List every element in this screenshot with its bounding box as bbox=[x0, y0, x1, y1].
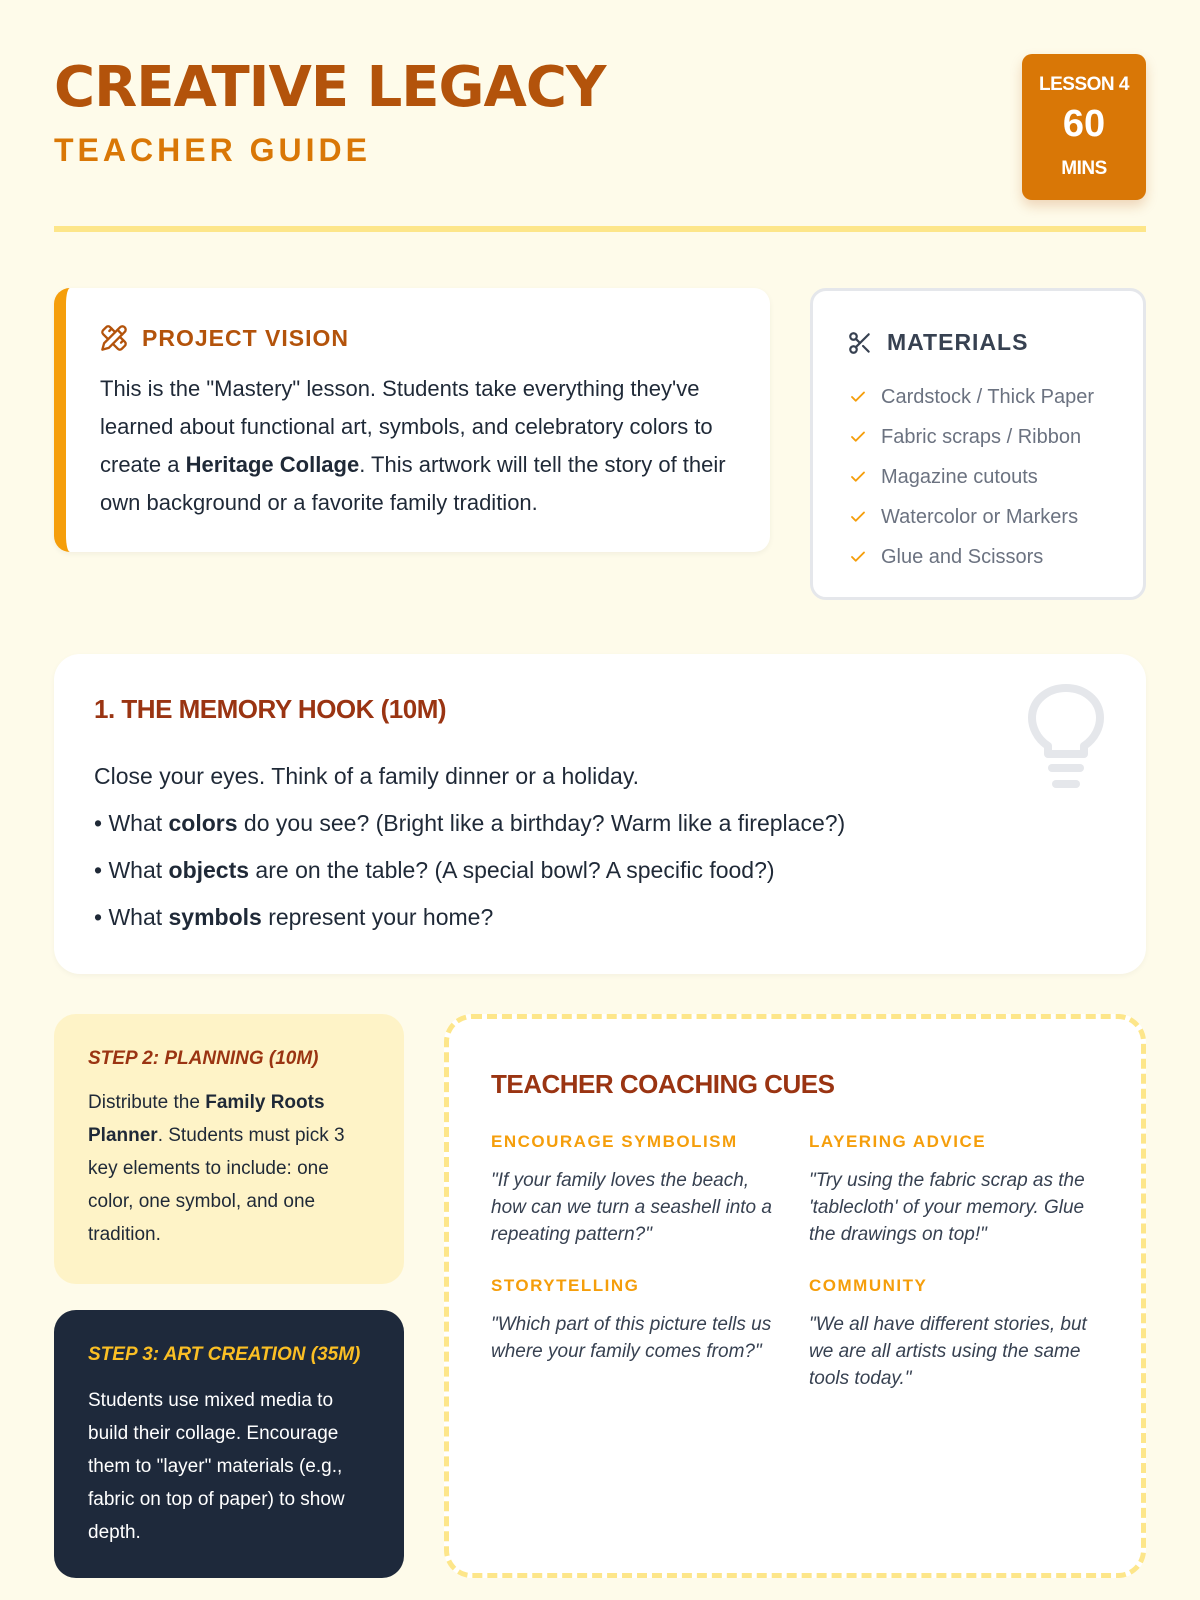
cue-quote: "Which part of this picture tells us where your family comes from?" bbox=[491, 1314, 772, 1362]
vision-text-part: . This artwork will tell the story of their own background or a favorite family tradition. bbox=[100, 452, 726, 515]
coaching-cues-card bbox=[444, 1014, 1146, 1578]
duration-value: 60 bbox=[1062, 103, 1106, 145]
materials-header bbox=[847, 329, 1028, 356]
material-label: Magazine cutouts bbox=[881, 465, 1038, 488]
project-vision-title: PROJECT VISION bbox=[142, 324, 349, 351]
list-item bbox=[849, 457, 1094, 497]
duration-unit: MINS bbox=[1061, 158, 1107, 179]
prompt-text: • What bbox=[94, 810, 169, 836]
memory-hook-intro: Close your eyes. Think of a family dinner or a holiday. bbox=[94, 763, 640, 789]
list-item bbox=[94, 897, 845, 944]
prompt-text: • What bbox=[94, 857, 169, 883]
list-item bbox=[849, 417, 1094, 457]
cue-heading: LAYERING ADVICE bbox=[809, 1132, 987, 1151]
lesson-badge bbox=[1022, 54, 1146, 200]
list-item bbox=[94, 803, 845, 850]
coaching-cue bbox=[809, 1131, 1099, 1248]
material-label: Glue and Scissors bbox=[881, 545, 1044, 568]
step-planning-text bbox=[88, 1086, 378, 1251]
coaching-cue bbox=[491, 1275, 781, 1365]
project-vision-text bbox=[100, 370, 740, 522]
material-label: Cardstock / Thick Paper bbox=[881, 385, 1095, 408]
coaching-cue bbox=[491, 1131, 781, 1248]
pencil-ruler-icon bbox=[100, 324, 128, 352]
materials-title: MATERIALS bbox=[887, 329, 1029, 355]
material-label: Watercolor or Markers bbox=[881, 505, 1079, 528]
project-vision-card bbox=[54, 288, 770, 552]
cue-quote: "If your family loves the beach, how can we turn a seashell into a repeating pattern?" bbox=[491, 1170, 772, 1245]
cue-quote: "We all have different stories, but we are all artists using the same tools today." bbox=[809, 1314, 1087, 1389]
lesson-page bbox=[54, 0, 1146, 1600]
page-title: CREATIVE LEGACY bbox=[54, 55, 606, 120]
list-item bbox=[94, 850, 845, 897]
step-planning-title: STEP 2: PLANNING (10M) bbox=[88, 1048, 319, 1069]
prompt-text: • What bbox=[94, 904, 169, 930]
materials-list bbox=[849, 377, 1094, 577]
project-vision-header bbox=[100, 324, 349, 352]
prompt-keyword: objects bbox=[168, 857, 250, 883]
memory-hook-title: 1. THE MEMORY HOOK (10M) bbox=[94, 694, 447, 724]
check-icon bbox=[849, 548, 867, 566]
material-label: Fabric scraps / Ribbon bbox=[881, 425, 1082, 448]
list-item bbox=[849, 537, 1094, 577]
check-icon bbox=[849, 388, 867, 406]
memory-hook-card bbox=[54, 654, 1146, 974]
cue-heading: COMMUNITY bbox=[809, 1276, 928, 1295]
list-item bbox=[849, 377, 1094, 417]
vision-text-part: This is the "Mastery" lesson. Students take everything they've learned about functional art, symbols, and celebratory colors to create a bbox=[100, 376, 713, 477]
step-text-part: . Students must pick 3 key elements to include: one color, one symbol, and one tradition. bbox=[88, 1125, 345, 1245]
cue-quote: "Try using the fabric scrap as the 'tablecloth' of your memory. Glue the drawings on top!" bbox=[809, 1170, 1085, 1245]
prompt-keyword: colors bbox=[168, 810, 238, 836]
check-icon bbox=[849, 468, 867, 486]
vision-text-emphasis: Heritage Collage bbox=[185, 452, 360, 477]
step-text-part: Distribute the bbox=[88, 1092, 206, 1113]
materials-card bbox=[810, 288, 1146, 600]
page-subtitle: TEACHER GUIDE bbox=[54, 132, 371, 168]
step-art-creation-text: Students use mixed media to build their collage. Encourage them to "layer" materials (e.g., fabric on top of paper) to show depth. bbox=[88, 1390, 345, 1543]
check-icon bbox=[849, 508, 867, 526]
list-item bbox=[849, 497, 1094, 537]
coaching-cues-title: TEACHER COACHING CUES bbox=[491, 1069, 835, 1099]
step-art-creation-title: STEP 3: ART CREATION (35M) bbox=[88, 1344, 361, 1365]
header-divider bbox=[54, 226, 1146, 232]
step-art-creation-card bbox=[54, 1310, 404, 1578]
lesson-number: LESSON 4 bbox=[1039, 74, 1129, 95]
scissors-icon bbox=[847, 330, 873, 356]
cue-heading: ENCOURAGE SYMBOLISM bbox=[491, 1132, 738, 1151]
step-planning-card bbox=[54, 1014, 404, 1284]
prompt-text: represent your home? bbox=[261, 904, 494, 930]
step-text-emphasis: Family Roots Planner bbox=[88, 1092, 325, 1146]
prompt-text: are on the table? (A special bowl? A specific food?) bbox=[249, 857, 775, 883]
check-icon bbox=[849, 428, 867, 446]
coaching-cue bbox=[809, 1275, 1099, 1392]
prompt-text: do you see? (Bright like a birthday? Warm like a fireplace?) bbox=[237, 810, 846, 836]
memory-hook-prompts bbox=[94, 756, 845, 944]
cue-heading: STORYTELLING bbox=[491, 1276, 640, 1295]
prompt-keyword: symbols bbox=[168, 904, 262, 930]
lightbulb-icon bbox=[1026, 684, 1106, 794]
